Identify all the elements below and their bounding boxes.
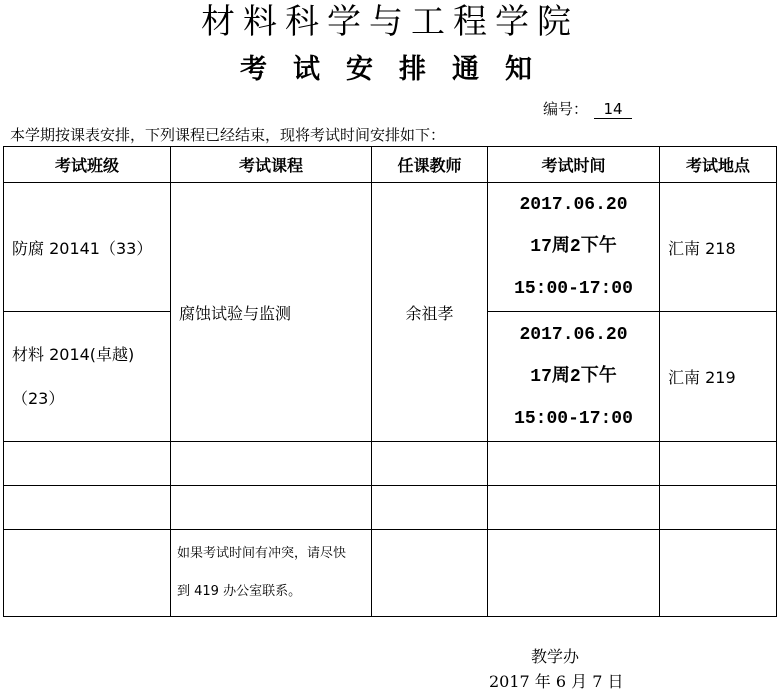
table-row xyxy=(4,183,777,312)
class-cell xyxy=(4,312,171,442)
course-cell: 腐蚀试验与监测 xyxy=(171,183,372,442)
table-header-row xyxy=(4,147,777,183)
empty-cell xyxy=(488,442,660,486)
empty-cell xyxy=(4,486,171,530)
class-name: 材料 2014(卓越) xyxy=(12,344,135,364)
issue-date: 2017 年 6 月 7 日 xyxy=(489,672,624,691)
table-row-note xyxy=(4,530,777,617)
document-subtitle: 考试安排通知 xyxy=(240,54,558,85)
empty-cell xyxy=(660,530,777,617)
empty-cell xyxy=(488,486,660,530)
empty-cell xyxy=(4,442,171,486)
empty-cell xyxy=(171,486,372,530)
serial-value: 14 xyxy=(594,101,632,119)
empty-cell xyxy=(372,530,488,617)
class-name: 防腐 20141（33） xyxy=(12,238,153,258)
document-title: 材料科学与工程学院 xyxy=(201,2,579,42)
serial-label: 编号： xyxy=(543,100,589,118)
intro-text: 本学期按课表安排，下列课程已经结束，现将考试时间安排如下： xyxy=(10,126,446,144)
note-line-2: 到 419 办公室联系。 xyxy=(177,584,302,599)
empty-cell xyxy=(660,486,777,530)
exam-date: 2017.06.20 xyxy=(519,195,628,215)
empty-cell xyxy=(4,530,171,617)
column-header-location: 考试地点 xyxy=(660,147,777,183)
time-cell xyxy=(488,183,660,312)
exam-day: 17周2下午 xyxy=(530,366,617,387)
serial-number xyxy=(543,99,632,119)
location-cell: 汇南 218 xyxy=(660,183,777,312)
exam-date: 2017.06.20 xyxy=(519,324,628,345)
class-count: （23） xyxy=(12,388,65,408)
time-cell xyxy=(488,312,660,442)
exam-time: 15:00-17:00 xyxy=(514,279,633,299)
column-header-time: 考试时间 xyxy=(488,147,660,183)
table-row-empty xyxy=(4,442,777,486)
exam-day: 17周2下午 xyxy=(530,237,617,257)
empty-cell xyxy=(171,442,372,486)
column-header-class: 考试班级 xyxy=(4,147,171,183)
class-cell xyxy=(4,183,171,312)
column-header-course: 考试课程 xyxy=(171,147,372,183)
empty-cell xyxy=(372,486,488,530)
empty-cell xyxy=(372,442,488,486)
empty-cell xyxy=(488,530,660,617)
exam-schedule-table xyxy=(3,146,777,617)
table-row-empty xyxy=(4,486,777,530)
location-cell: 汇南 219 xyxy=(660,312,777,442)
empty-cell xyxy=(660,442,777,486)
note-line-1: 如果考试时间有冲突，请尽快 xyxy=(177,546,347,561)
conflict-note xyxy=(171,530,372,617)
issuing-office: 教学办 xyxy=(531,647,580,666)
column-header-teacher: 任课教师 xyxy=(372,147,488,183)
teacher-cell: 余祖孝 xyxy=(372,183,488,442)
exam-time: 15:00-17:00 xyxy=(514,408,633,429)
